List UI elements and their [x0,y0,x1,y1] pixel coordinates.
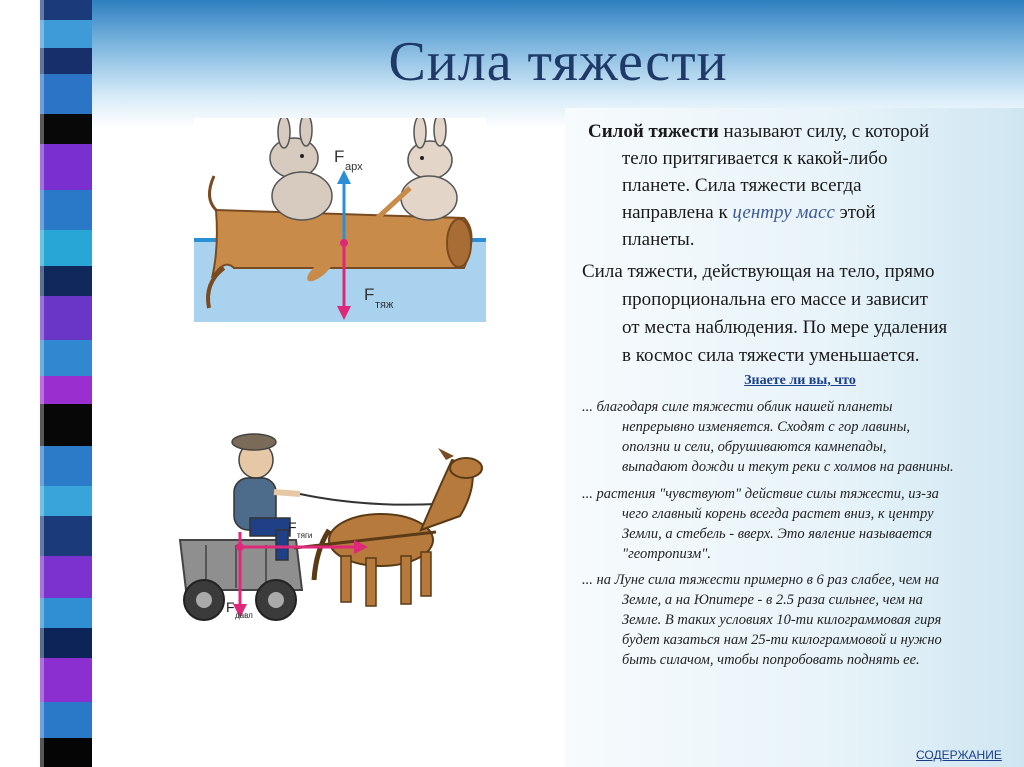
fact-paragraph [582,484,1012,564]
rabbits-boat-illustration [194,118,486,322]
stripe-column [40,0,92,767]
definition-paragraph [588,118,1013,253]
definition-line-3: планете. Сила тяжести всегда [622,175,862,196]
stripe-column-outer [0,0,40,767]
dependence-line: пропорциональна его массе и зависит [622,289,928,310]
definition-line-1 [588,118,1013,145]
definition-term: Силой тяжести [588,121,719,142]
dependence-paragraph [582,258,1018,370]
fact-line: непрерывно изменяется. Сходят с гор лавины, [622,419,911,435]
fact-line: ... растения "чувствуют" действие силы тяжести, из-за [582,486,939,502]
traction-label: F [288,519,297,535]
traction-label-sub: тяги [297,531,313,540]
weight-label-sub: давл [235,611,253,620]
fact-line: "геотропизм". [622,546,711,562]
fact-line: оползни и сели, обрушиваются камнепады, [622,439,887,455]
dependence-line: от места наблюдения. По мере удаления [622,317,948,338]
left-stripe-decoration [0,0,92,767]
definition-line-5: планеты. [622,229,695,250]
fact-paragraph [582,397,1012,477]
weight-label: F [226,599,235,615]
fact-line: будет казаться нам 25-ти килограммовой и нужно [622,632,942,648]
horse-cart-illustration [176,420,488,636]
fact-line: ... благодаря силе тяжести облик нашей планеты [582,399,893,415]
center-of-mass-term: центру масс [732,202,835,223]
definition-text: называют силу, с которой [723,121,930,142]
definition-text: направлена к [622,202,733,223]
contents-link[interactable]: СОДЕРЖАНИЕ [916,748,1002,762]
did-you-know-heading: Знаете ли вы, что [744,373,856,388]
gravity-label: F [364,285,375,304]
fact-line: Земле, а на Юпитере - в 2.5 раза сильнее, чем на [622,592,923,608]
buoyancy-label-sub: арх [345,161,363,173]
fact-paragraph [582,570,1012,670]
fact-line: выпадают дожди и текут реки с холмов на равнины. [622,459,954,475]
slide-title: Сила тяжести [388,31,728,93]
fact-line: быть силачом, чтобы попробовать поднять ее. [622,652,920,668]
definition-text: этой [834,202,876,223]
gravity-label-sub: тяж [375,299,394,311]
fact-line: Земле. В таких условиях 10-ти килограммовая гиря [622,612,942,628]
buoyancy-label: F [334,147,345,166]
fact-line: чего главный корень всегда растет вниз, к центру [622,506,934,522]
fact-line: Земли, а стебель - вверх. Это явление называется [622,526,933,542]
definition-line-4 [588,199,1013,226]
dependence-line: в космос сила тяжести уменьшается. [622,345,920,366]
dependence-line: Сила тяжести, действующая на тело, прямо [582,261,935,282]
definition-line-2: тело притягивается к какой-либо [622,148,888,169]
fact-line: ... на Луне сила тяжести примерно в 6 раз слабее, чем на [582,572,940,588]
